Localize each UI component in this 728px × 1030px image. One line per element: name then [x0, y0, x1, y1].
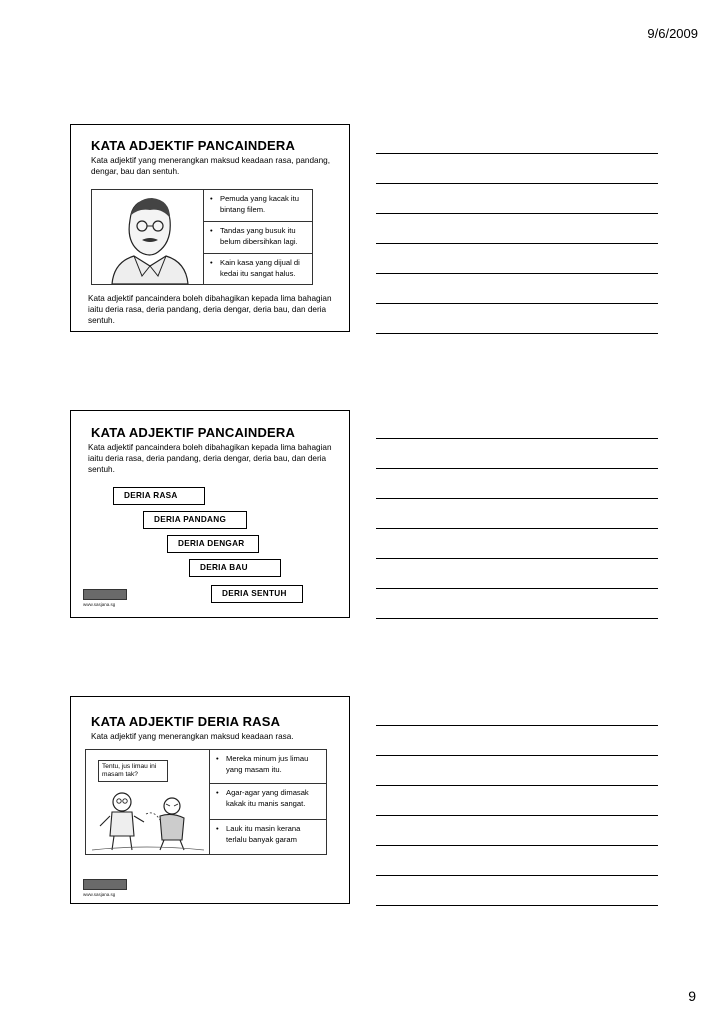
- note-line: [376, 243, 658, 244]
- slide-title: KATA ADJEKTIF PANCAINDERA: [91, 425, 296, 440]
- note-line: [376, 273, 658, 274]
- logo-url: www.sasjana.sg: [83, 602, 116, 607]
- bullet-item: • Lauk itu masin kerana terlalu banyak garam: [216, 824, 301, 844]
- sense-box-rasa: DERIA RASA: [113, 487, 205, 505]
- sasjana-logo: [83, 589, 127, 600]
- slide-subtitle: Kata adjektif yang menerangkan maksud keadaan rasa.: [91, 732, 294, 741]
- sense-box-pandang: DERIA PANDANG: [143, 511, 247, 529]
- sense-box-sentuh: DERIA SENTUH: [211, 585, 303, 603]
- print-date: 9/6/2009: [647, 26, 698, 41]
- note-line: [376, 785, 658, 786]
- note-line: [376, 333, 658, 334]
- speech-bubble: Tentu, jus limau ini masam tak?: [98, 760, 168, 782]
- note-line: [376, 468, 658, 469]
- note-line: [376, 618, 658, 619]
- note-line: [376, 875, 658, 876]
- note-line: [376, 755, 658, 756]
- illustration-table: [85, 749, 327, 855]
- note-line: [376, 438, 658, 439]
- note-line: [376, 725, 658, 726]
- slide-title: KATA ADJEKTIF DERIA RASA: [91, 714, 281, 729]
- note-line: [376, 558, 658, 559]
- note-line: [376, 905, 658, 906]
- slide-paragraph: Kata adjektif pancaindera boleh dibahagikan kepada lima bahagian iaitu deria rasa, deria pandang, deria dengar, deria bau, dan deria sentuh.: [88, 294, 332, 325]
- slide-2: [70, 410, 350, 618]
- page-number: 9: [688, 988, 696, 1004]
- logo-url: www.sasjana.sg: [83, 892, 116, 897]
- man-portrait-image: [92, 190, 204, 284]
- note-line: [376, 815, 658, 816]
- note-line: [376, 588, 658, 589]
- bullet-item: • Agar-agar yang dimasak kakak itu manis sangat.: [210, 784, 326, 820]
- bullet-item: • Mereka minum jus limau yang masam itu.: [210, 750, 326, 784]
- note-line: [376, 213, 658, 214]
- sense-box-dengar: DERIA DENGAR: [167, 535, 259, 553]
- slide-paragraph: Kata adjektif pancaindera boleh dibahagikan kepada lima bahagian iaitu deria rasa, deria pandang, deria dengar, deria bau, dan deria sentuh.: [88, 443, 332, 474]
- note-line: [376, 303, 658, 304]
- note-line: [376, 498, 658, 499]
- bullet-item: • Pemuda yang kacak itu bintang filem.: [204, 190, 312, 222]
- note-line: [376, 845, 658, 846]
- slide-subtitle: Kata adjektif yang menerangkan maksud keadaan rasa, pandang, dengar, bau dan sentuh.: [91, 156, 330, 176]
- illustration-table: [91, 189, 313, 285]
- bullet-item: • Tandas yang busuk itu belum dibersihkan lagi.: [204, 222, 312, 254]
- slide-3: [70, 696, 350, 904]
- cartoon-image: [86, 750, 210, 854]
- note-line: [376, 183, 658, 184]
- slide-title: KATA ADJEKTIF PANCAINDERA: [91, 138, 296, 153]
- slide-1: [70, 124, 350, 332]
- note-line: [376, 528, 658, 529]
- sense-box-bau: DERIA BAU: [189, 559, 281, 577]
- note-line: [376, 153, 658, 154]
- sasjana-logo: [83, 879, 127, 890]
- bullet-item: • Kain kasa yang dijual di kedai itu sangat halus.: [210, 258, 300, 278]
